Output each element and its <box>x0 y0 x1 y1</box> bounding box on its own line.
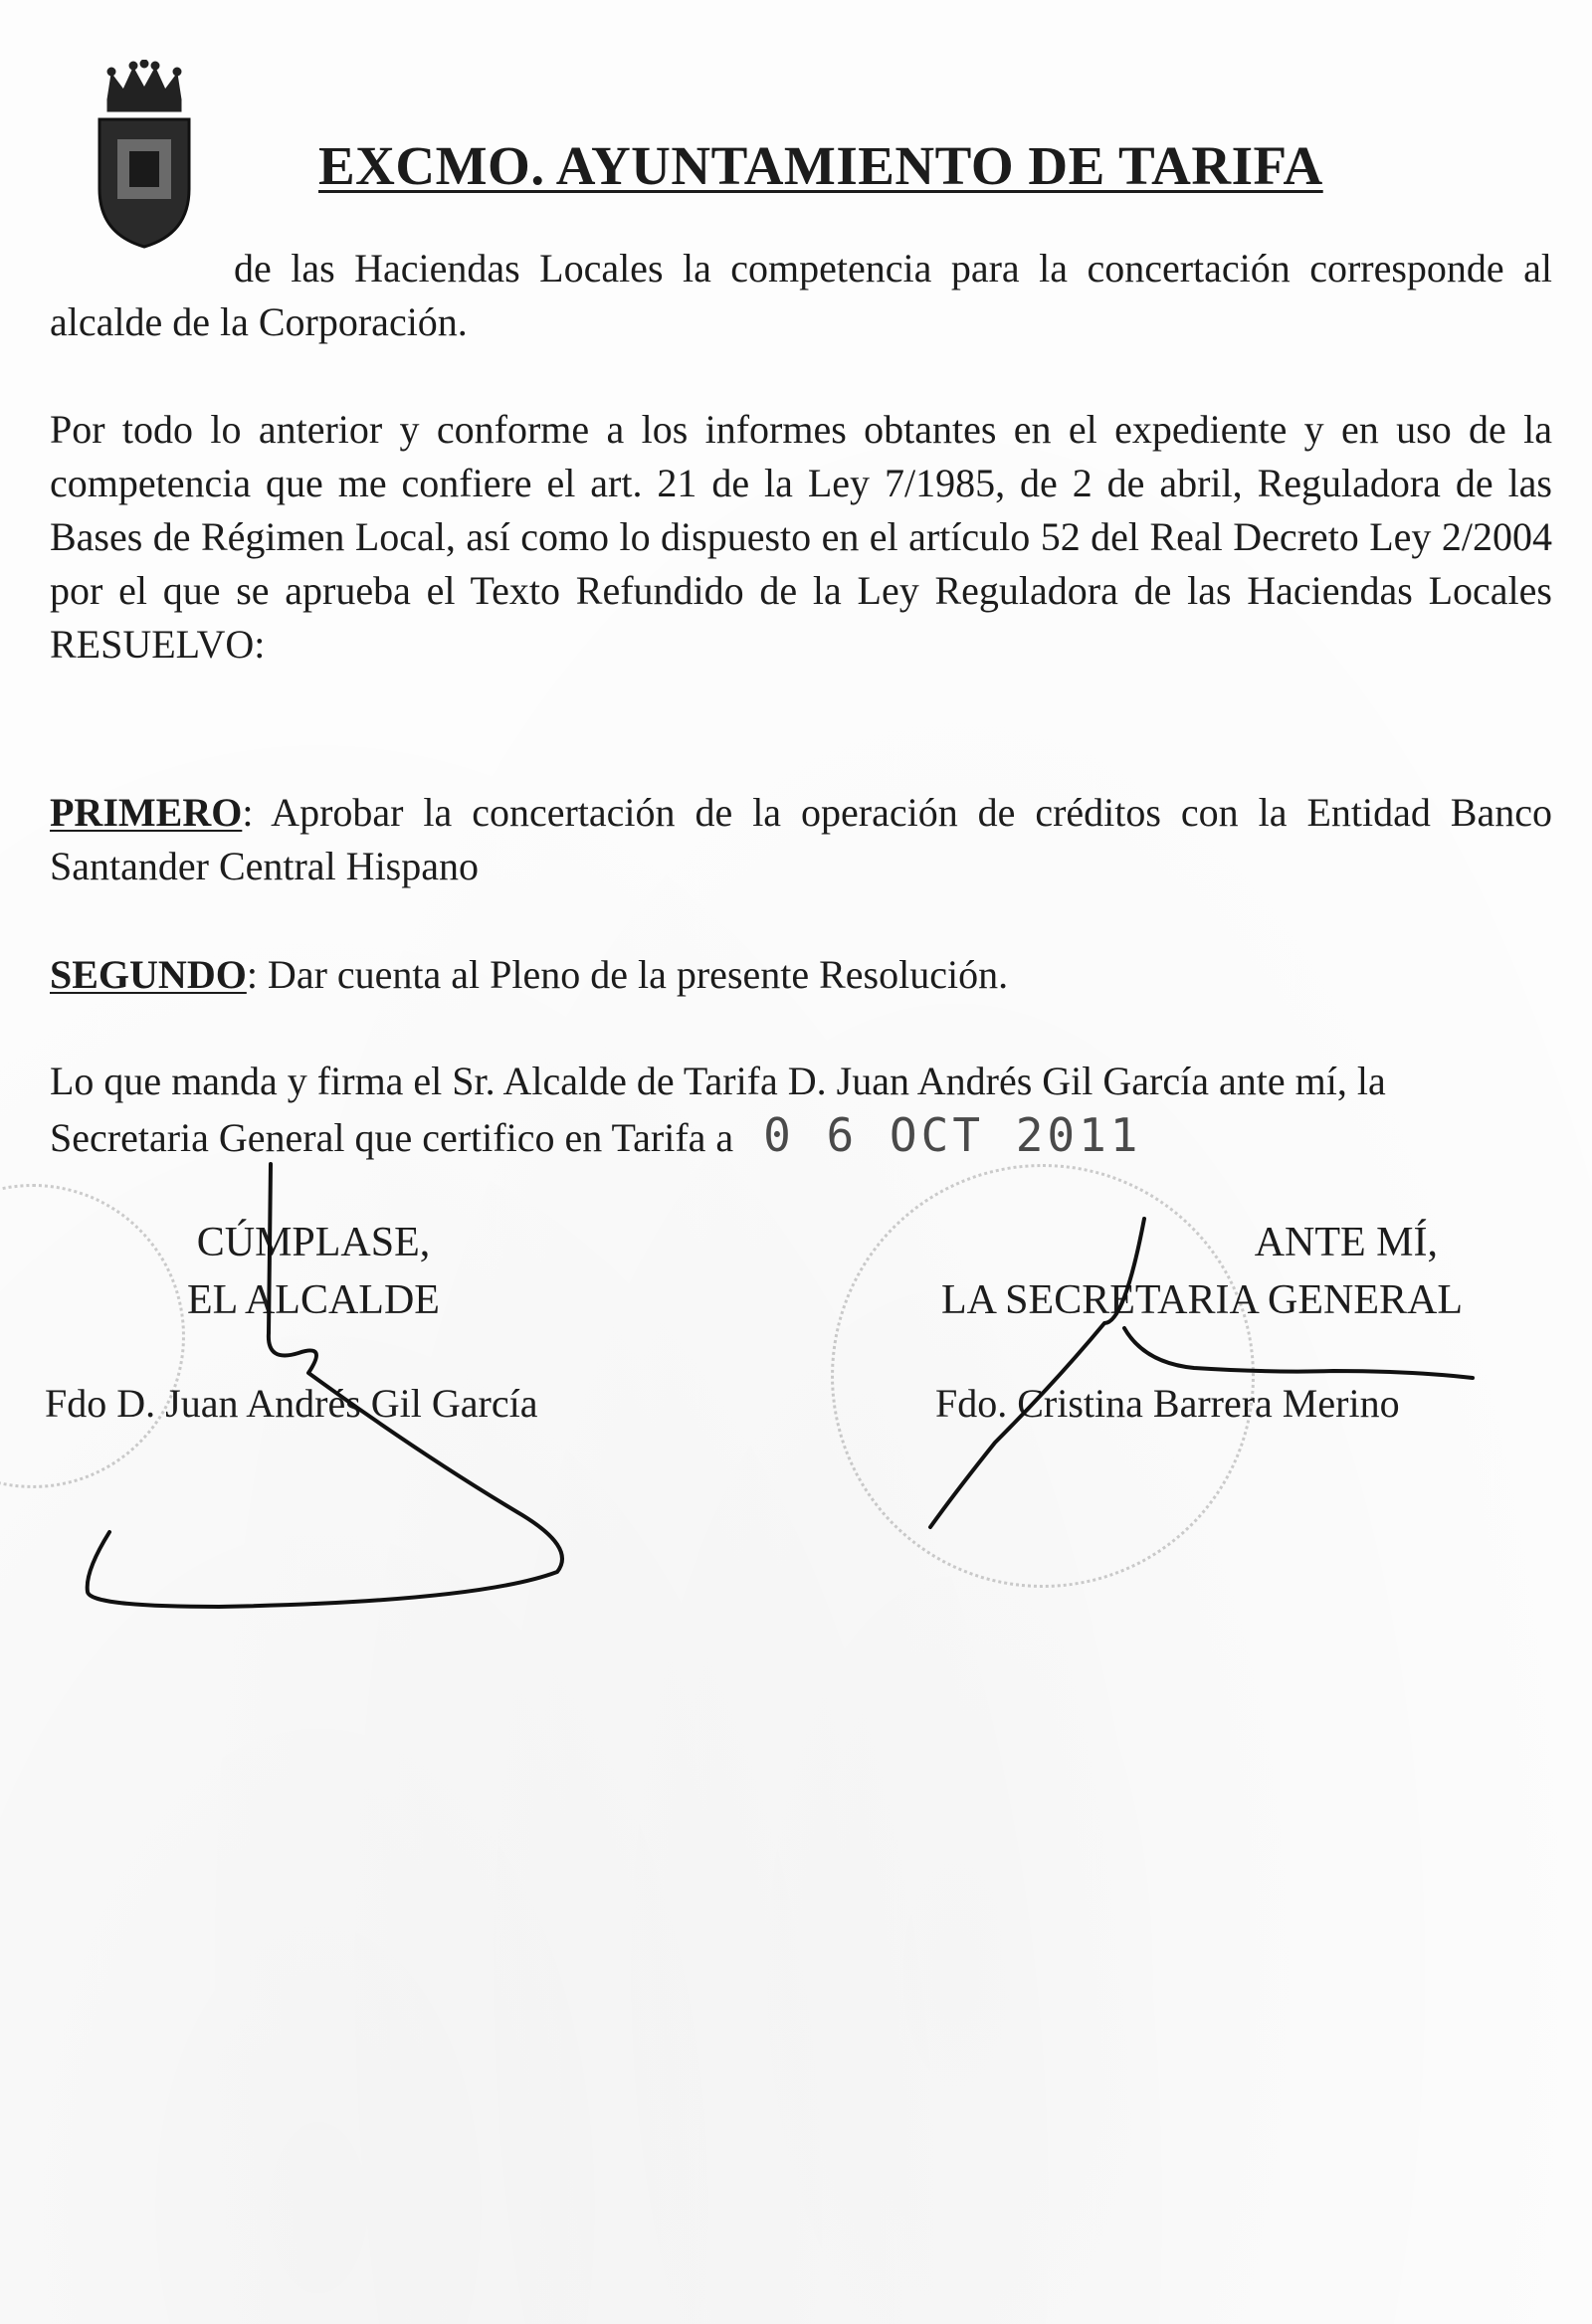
closing-text: Lo que manda y firma el Sr. Alcalde de Tarifa D. Juan Andrés Gil García ante mí, la Secretaria General que certifico en Tarifa a <box>50 1059 1386 1160</box>
signature-role: LA SECRETARIA GENERAL <box>941 1277 1463 1323</box>
signature-role: EL ALCALDE <box>187 1277 440 1323</box>
resolution-item-segundo <box>50 948 1552 1002</box>
resolution-item-primero <box>50 786 1552 893</box>
primero-text: : Aprobar la concertación de la operación de créditos con la Entidad Banco Santander Central Hispano <box>50 790 1552 888</box>
segundo-label: SEGUNDO <box>50 952 247 997</box>
paragraph-legal-basis: Por todo lo anterior y conforme a los informes obtantes en el expediente y en uso de la competencia que me confiere el art. 21 de la Ley 7/1985, de 2 de abril, Reguladora de las Bases de Régimen Local, así como lo dispuesto en el artículo 52 del Real Decreto Ley 2/2004 por el que se aprueba el Texto Refundido de la Ley Reguladora de las Haciendas Locales RESUELVO: <box>50 407 1552 667</box>
coat-of-arms-icon <box>90 60 199 249</box>
primero-label: PRIMERO <box>50 790 243 835</box>
signer-name-mayor: Fdo D. Juan Andrés Gil García <box>45 1381 538 1426</box>
signature-heading: ANTE MÍ, <box>1254 1220 1438 1265</box>
signature-block-mayor <box>149 1214 478 1329</box>
date-stamp: 0 6 OCT 2011 <box>763 1108 1142 1162</box>
segundo-text: : Dar cuenta al Pleno de la presente Resolución. <box>246 952 1009 997</box>
page-title: EXCMO. AYUNTAMIENTO DE TARIFA <box>318 135 1323 196</box>
paragraph-intro: de las Haciendas Locales la competencia para la concertación corresponde al alcalde de la Corporación. <box>50 246 1552 344</box>
signer-name-secretary: Fdo. Cristina Barrera Merino <box>935 1381 1400 1426</box>
signature-heading: CÚMPLASE, <box>196 1220 431 1265</box>
closing-paragraph <box>50 1055 1552 1165</box>
signature-block-secretary <box>816 1214 1463 1329</box>
